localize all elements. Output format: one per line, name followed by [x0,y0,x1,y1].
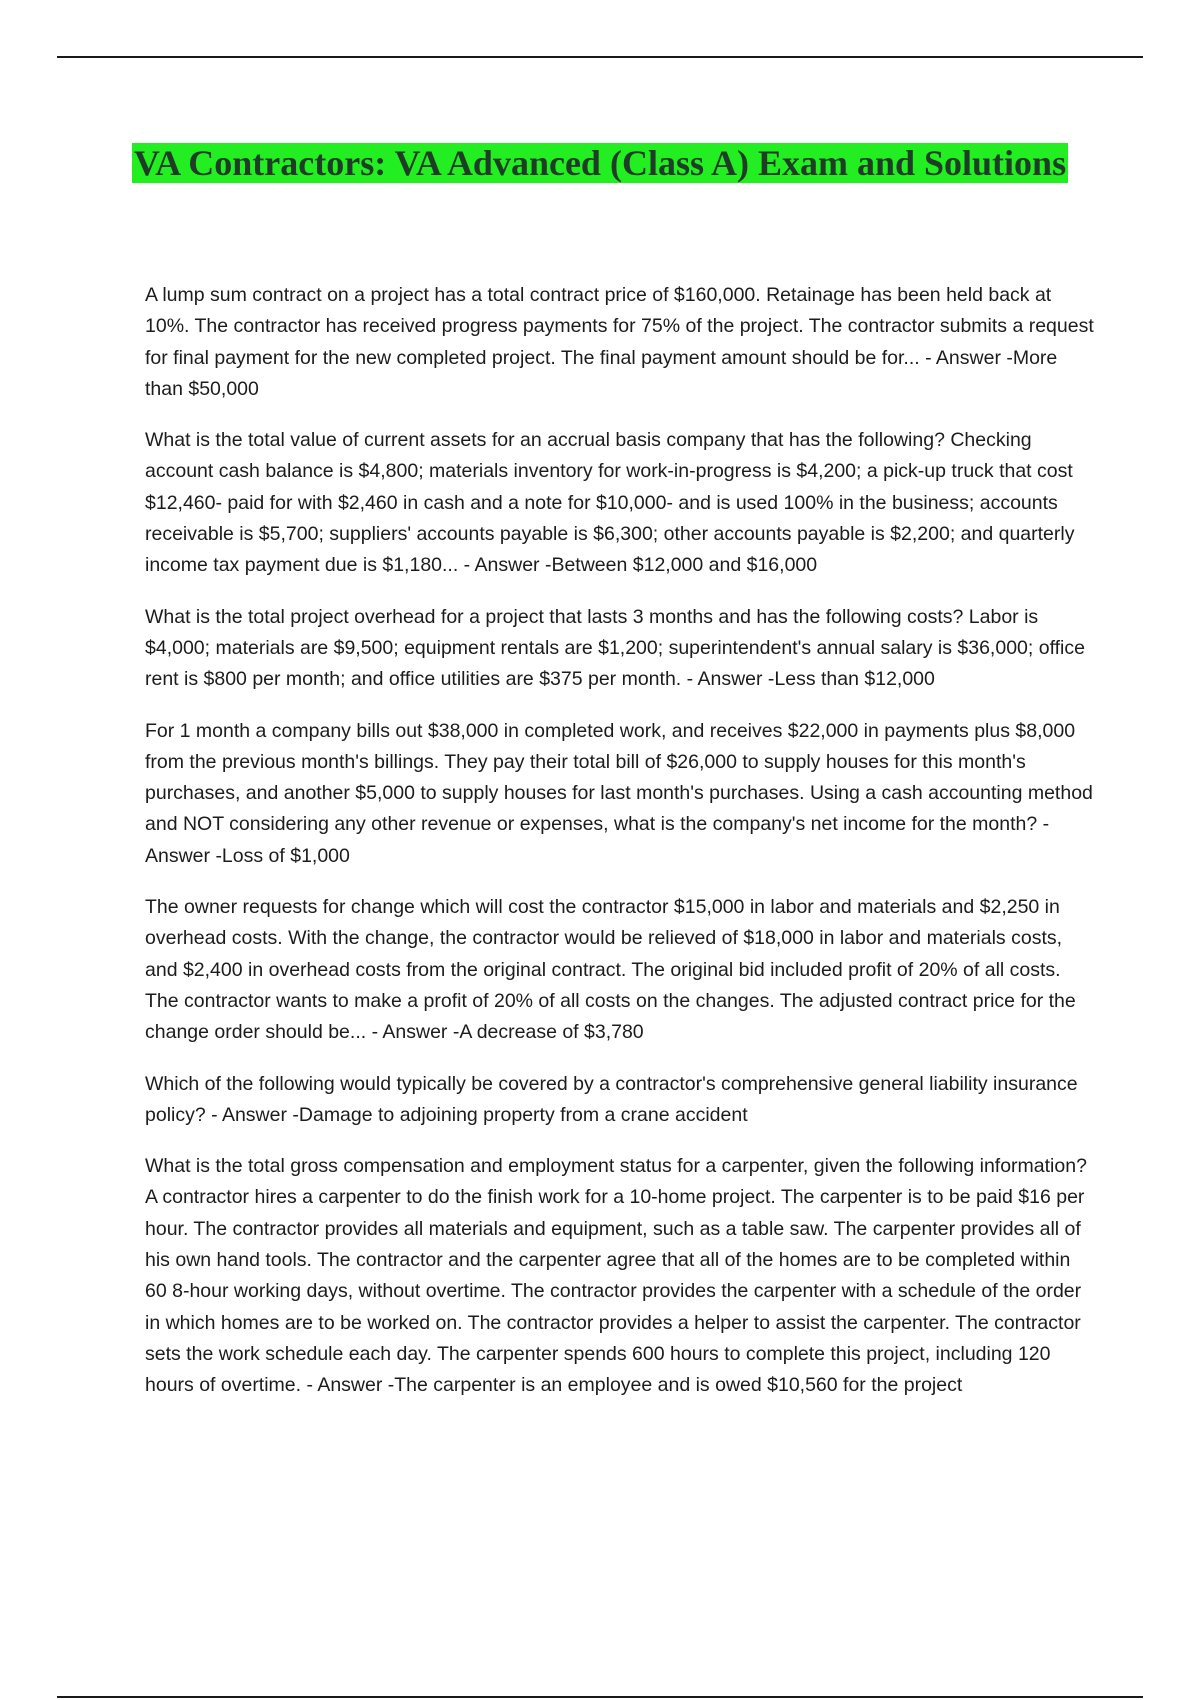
document-title [100,142,1100,184]
qa-item-2: What is the total value of current assets for an accrual basis company that has the following? Checking account cash balance is $4,800; materials inventory for work-in-progress is $4,200; a pick-up truck that cost $12,460- paid for with $2,460 in cash and a note for $10,000- and is used 100% in the business; accounts receivable is $5,700; suppliers' accounts payable is $6,300; other accounts payable is $2,200; and quarterly income tax payment due is $1,180... - Answer -Between $12,000 and $16,000 [145,429,1075,577]
qa-item-7: What is the total gross compensation and employment status for a carpenter, given the following information? A contractor hires a carpenter to do the finish work for a 10-home project. The carpenter is to be paid $16 per hour. The contractor provides all materials and equipment, such as a table saw. The carpenter provides all of his own hand tools. The contractor and the carpenter agree that all of the homes are to be completed within 60 8-hour working days, without overtime. The contractor provides the carpenter with a schedule of the order in which homes are to be worked on. The contractor provides a helper to assist the carpenter. The contractor sets the work schedule each day. The carpenter spends 600 hours to complete this project, including 120 hours of overtime. - Answer -The carpenter is an employee and is owed $10,560 for the project [145,1155,1087,1397]
qa-item-6: Which of the following would typically be covered by a contractor's comprehensive general liability insurance policy? - Answer -Damage to adjoining property from a crane accident [145,1072,1078,1126]
title-highlight: VA Contractors: VA Advanced (Class A) Exam and Solutions [133,143,1067,183]
bottom-rule [57,1696,1143,1698]
qa-item-5: The owner requests for change which will cost the contractor $15,000 in labor and materials and $2,250 in overhead costs. With the change, the contractor would be relieved of $18,000 in labor and materials costs, and $2,400 in overhead costs from the original contract. The original bid included profit of 20% of all costs. The contractor wants to make a profit of 20% of all costs on the changes. The adjusted contract price for the change order should be... - Answer -A decrease of $3,780 [145,896,1076,1044]
qa-item-1: A lump sum contract on a project has a total contract price of $160,000. Retainage has been held back at 10%. The contractor has received progress payments for 75% of the project. The contractor submits a request for final payment for the new completed project. The final payment amount should be for... - Answer -More than $50,000 [145,284,1094,400]
document-body [145,280,1095,1422]
top-rule [57,56,1143,58]
qa-item-4: For 1 month a company bills out $38,000 in completed work, and receives $22,000 in payments plus $8,000 from the previous month's billings. They pay their total bill of $26,000 to supply houses for this month's purchases, and another $5,000 to supply houses for last month's purchases. Using a cash accounting method and NOT considering any other revenue or expenses, what is the company's net income for the month? - Answer -Loss of $1,000 [145,719,1093,867]
qa-item-3: What is the total project overhead for a project that lasts 3 months and has the following costs? Labor is $4,000; materials are $9,500; equipment rentals are $1,200; superintendent's annual salary is $36,000; office rent is $800 per month; and office utilities are $375 per month. - Answer -Less than $12,000 [145,605,1085,691]
